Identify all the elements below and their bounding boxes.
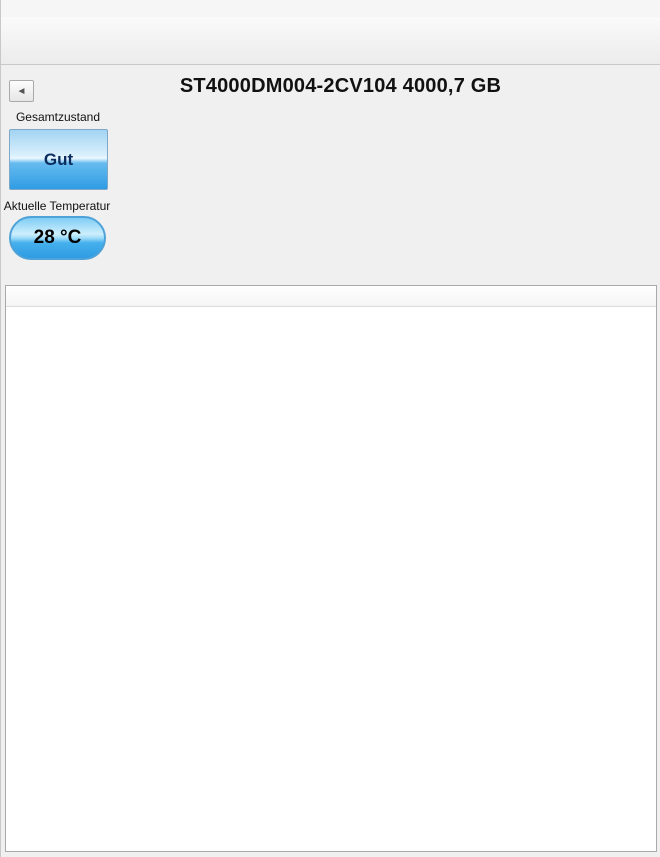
health-status-button[interactable]: Gut bbox=[9, 129, 108, 190]
current-temperature-label bbox=[2, 199, 112, 214]
back-arrow-icon: ◄ bbox=[16, 85, 27, 97]
health-status-label: Gesamtzustand bbox=[15, 110, 101, 124]
smart-attributes-table bbox=[5, 285, 657, 852]
current-temperature-label-text: Aktuelle Temperatur bbox=[3, 199, 111, 213]
temperature-badge[interactable]: 28 °C bbox=[9, 216, 106, 260]
disk-tab-strip bbox=[1, 17, 660, 65]
drive-model-title: ST4000DM004-2CV104 4000,7 GB bbox=[179, 75, 502, 97]
menu-bar bbox=[1, 0, 660, 17]
smart-table-header bbox=[6, 286, 656, 307]
previous-disk-button[interactable] bbox=[9, 80, 34, 102]
